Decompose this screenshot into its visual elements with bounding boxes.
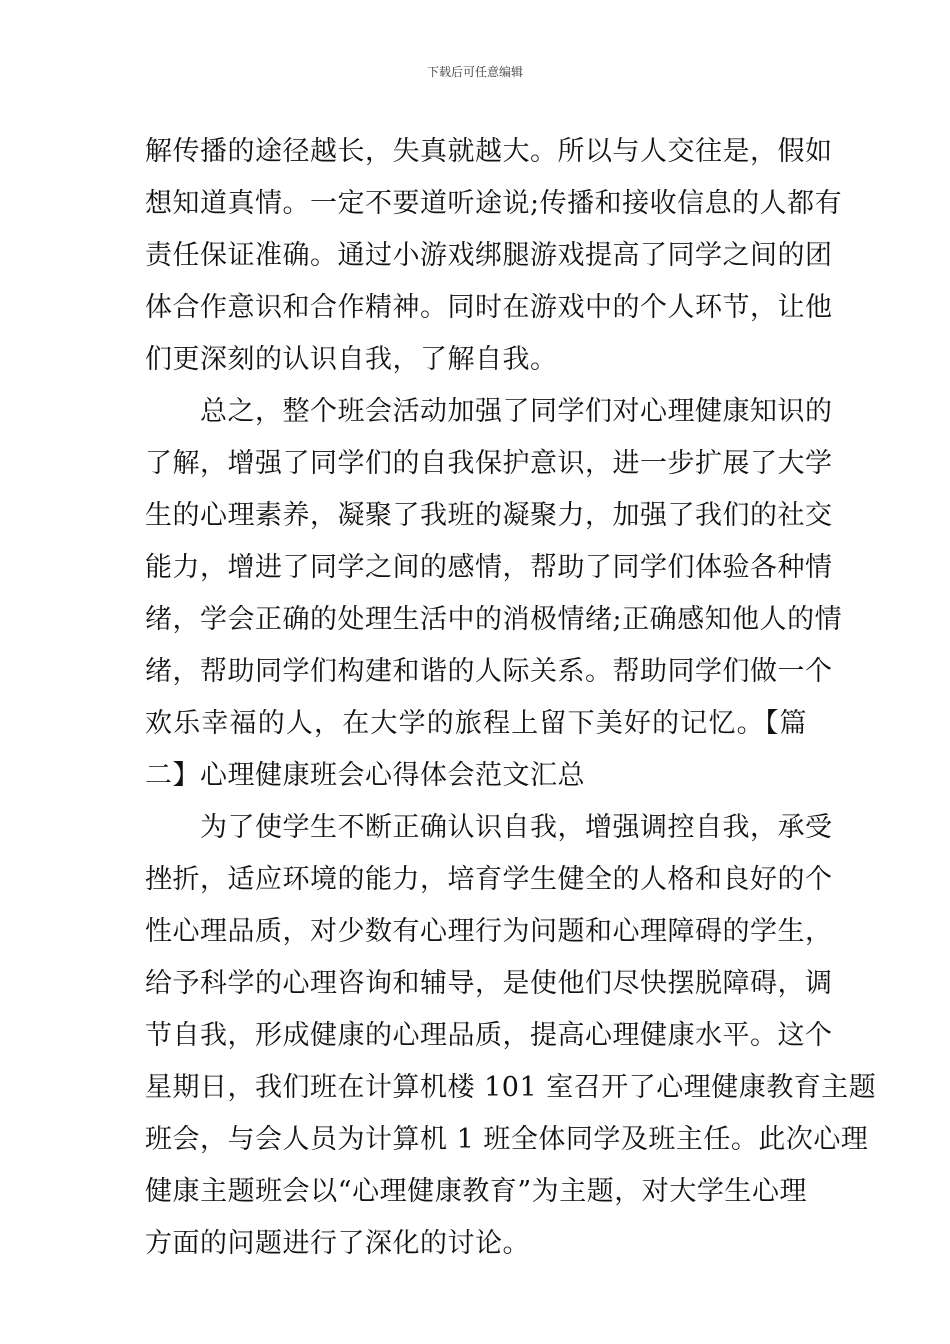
- text-line: 节自我，形成健康的心理品质，提高心理健康水平。这个: [145, 1020, 833, 1051]
- text-line: 性心理品质，对少数有心理行为问题和心理障碍的学生，: [145, 916, 833, 947]
- text-line: 绪，学会正确的处理生活中的消极情绪;正确感知他人的情: [145, 604, 843, 635]
- text-line: 健康主题班会以“心理健康教育”为主题，对大学生心理: [145, 1176, 807, 1207]
- paragraph-end-line: 们更深刻的认识自我，了解自我。: [145, 344, 558, 375]
- text-line: 体合作意识和合作精神。同时在游戏中的个人环节，让他: [145, 292, 833, 323]
- text-line: 挫折，适应环境的能力，培育学生健全的人格和良好的个: [145, 864, 833, 895]
- text-line: 给予科学的心理咨询和辅导，是使他们尽快摆脱障碍，调: [145, 968, 833, 999]
- text-line: 绪，帮助同学们构建和谐的人际关系。帮助同学们做一个: [145, 656, 833, 687]
- text-line: 生的心理素养，凝聚了我班的凝聚力，加强了我们的社交: [145, 500, 833, 531]
- text-line: 欢乐幸福的人，在大学的旅程上留下美好的记忆。【篇: [145, 708, 807, 739]
- text-line: 了解，增强了同学们的自我保护意识，进一步扩展了大学: [145, 448, 833, 479]
- text-line: 想知道真情。一定不要道听途说;传播和接收信息的人都有: [145, 188, 843, 219]
- document-body: [145, 126, 877, 1270]
- text-line: 班会，与会人员为计算机 1 班全体同学及班主任。此次心理: [145, 1124, 869, 1155]
- text-line: 责任保证准确。通过小游戏绑腿游戏提高了同学之间的团: [145, 240, 833, 271]
- text-line: 解传播的途径越长，失真就越大。所以与人交往是，假如: [145, 136, 833, 167]
- paragraph-start-line: 为了使学生不断正确认识自我，增强调控自我，承受: [145, 812, 833, 843]
- text-line: 能力，增进了同学之间的感情，帮助了同学们体验各种情: [145, 552, 833, 583]
- paragraph-start-line: 总之，整个班会活动加强了同学们对心理健康知识的: [145, 396, 833, 427]
- paragraph-end-line: 方面的问题进行了深化的讨论。: [145, 1228, 530, 1259]
- section-heading-line: 二】心理健康班会心得体会范文汇总: [145, 760, 585, 791]
- text-line: 星期日，我们班在计算机楼 101 室召开了心理健康教育主题: [145, 1072, 877, 1103]
- page-header: 下载后可任意编辑: [426, 65, 523, 79]
